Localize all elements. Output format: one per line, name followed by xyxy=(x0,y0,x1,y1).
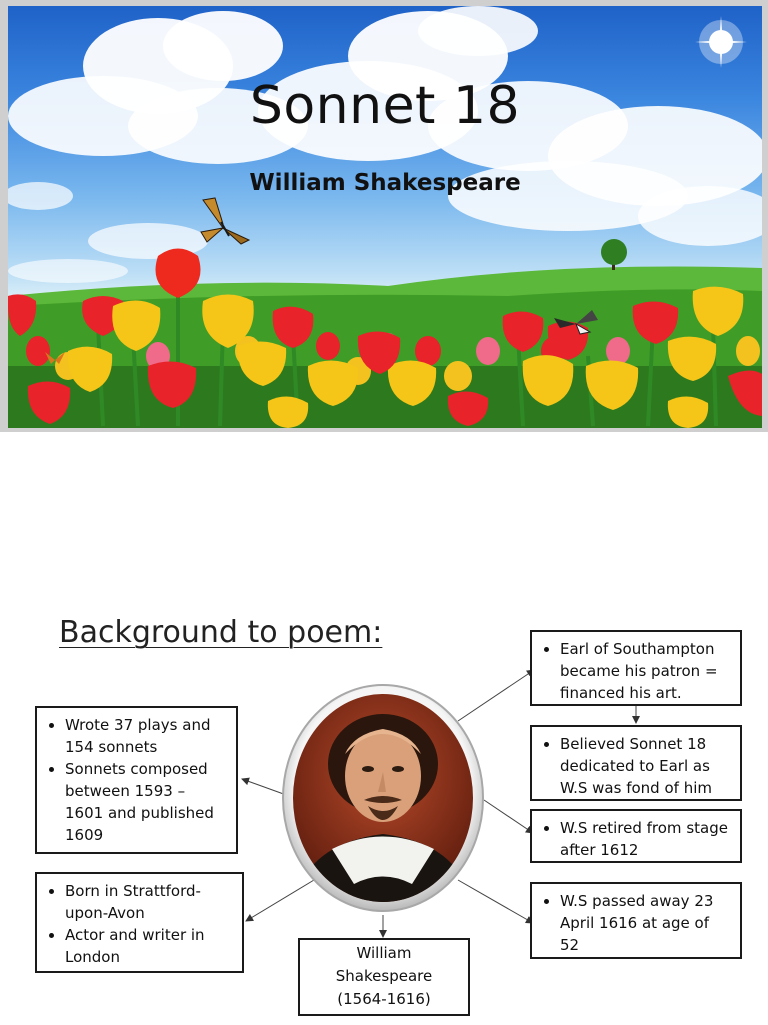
death-box xyxy=(530,882,742,959)
title-slide-background xyxy=(8,6,762,428)
list-item: • W.S passed away 23 April 1616 at age of 52 xyxy=(560,890,730,956)
slide-subtitle: William Shakespeare xyxy=(249,170,521,196)
list-item: • Wrote 37 plays and 154 sonnets xyxy=(65,714,226,758)
slide-heading: Background to poem: xyxy=(59,615,383,650)
name-last: Shakespeare xyxy=(335,967,433,985)
birthplace-box xyxy=(35,872,244,973)
works-box xyxy=(35,706,238,854)
shakespeare-portrait xyxy=(282,684,484,916)
title-slide xyxy=(0,0,768,432)
list-item: • Believed Sonnet 18 dedicated to Earl as W.S was fond of him xyxy=(560,733,730,799)
list-item: • Earl of Southampton became his patron = financed his art. xyxy=(560,638,730,704)
landscape-illustration xyxy=(8,6,762,428)
dedication-box xyxy=(530,725,742,801)
background-slide xyxy=(16,595,752,1025)
lifespan: (1564-1616) xyxy=(337,990,431,1008)
list-item: • Sonnets composed between 1593 – 1601 and published 1609 xyxy=(65,758,226,846)
sun-icon xyxy=(695,16,747,68)
butterfly-icon xyxy=(201,198,249,244)
name-box xyxy=(298,938,470,1016)
list-item: • Actor and writer in London xyxy=(65,924,232,968)
tree-icon xyxy=(601,239,627,270)
name-first: William xyxy=(356,944,412,962)
slide-title: Sonnet 18 xyxy=(249,76,521,136)
list-item: • W.S retired from stage after 1612 xyxy=(560,817,730,861)
retirement-box xyxy=(530,809,742,863)
clouds xyxy=(8,6,762,283)
patron-box xyxy=(530,630,742,706)
list-item: • Born in Strattford-upon-Avon xyxy=(65,880,232,924)
